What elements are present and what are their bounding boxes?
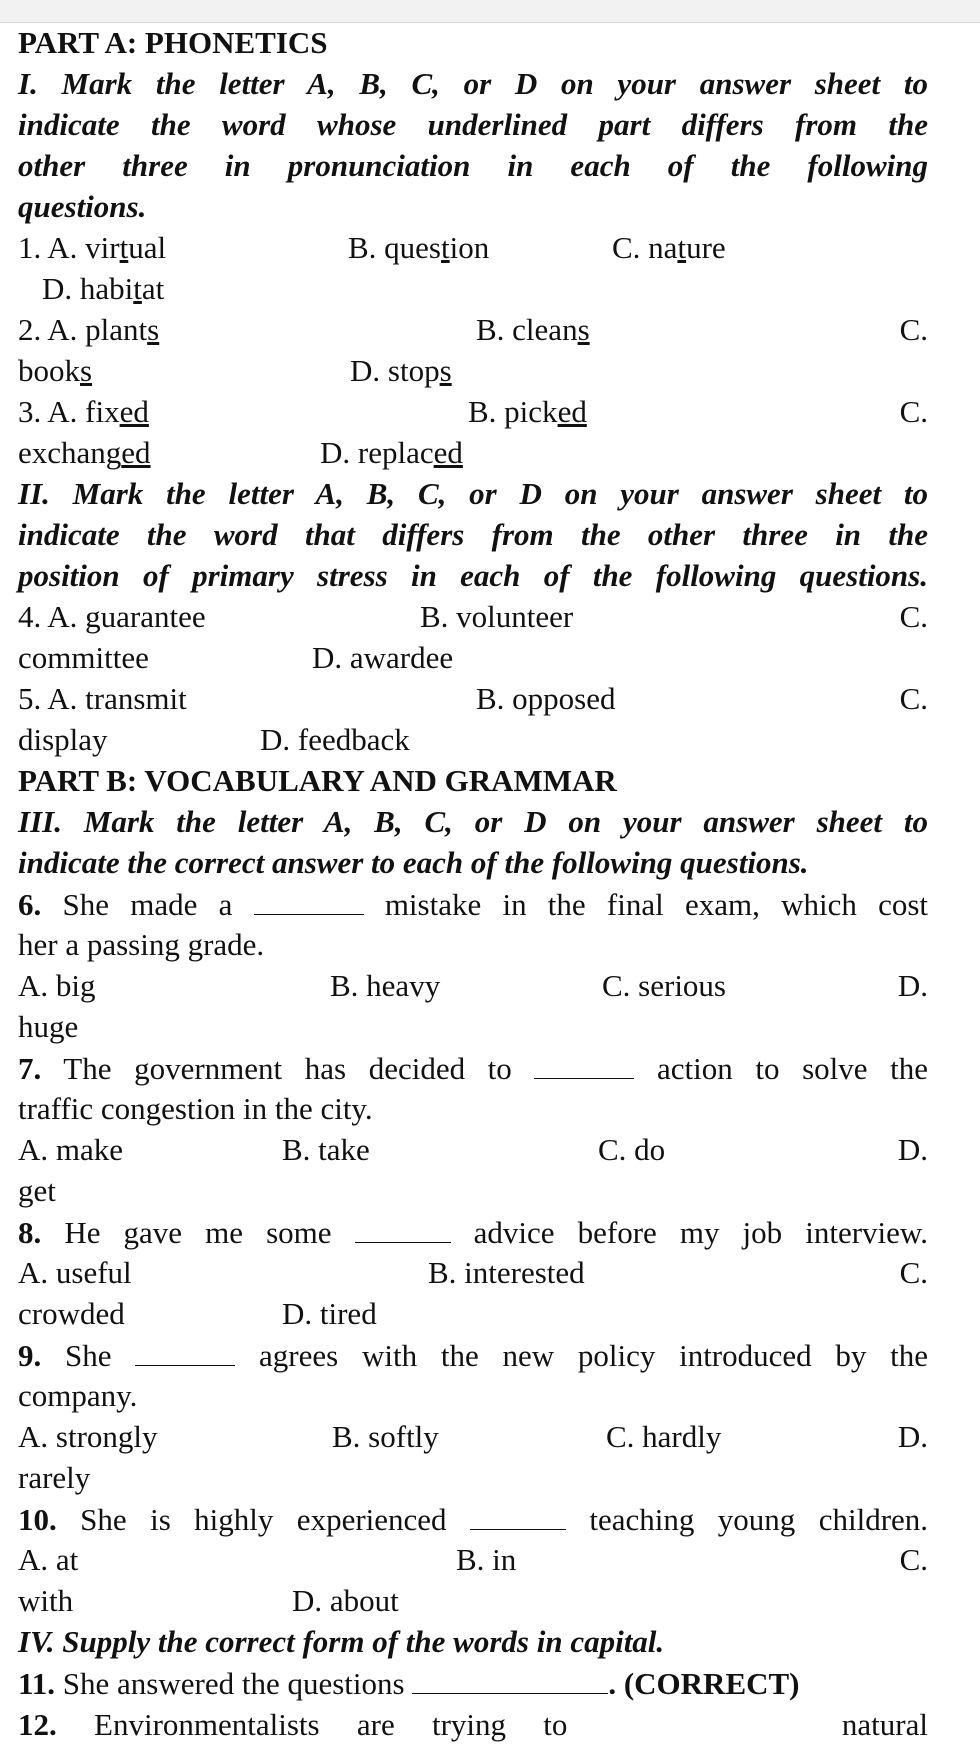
question-5-row-1 <box>18 678 928 719</box>
question-7-stem-line-2: traffic congestion in the city. <box>18 1091 373 1126</box>
q10-option-c-label: C. <box>899 1542 928 1577</box>
instruction-2-line-3: position of primary stress in each of the following questions. <box>18 558 928 593</box>
q5-option-c-label: C. <box>899 681 928 716</box>
question-3-row-2 <box>18 432 928 473</box>
q6-option-d-label: D. <box>897 968 928 1003</box>
q6-option-c: C. serious <box>602 968 726 1003</box>
q11-blank <box>412 1662 608 1694</box>
q8-blank <box>355 1211 451 1243</box>
q8-option-c-label: C. <box>899 1255 928 1290</box>
instruction-3-line-1: III. Mark the letter A, B, C, or D on your answer sheet to <box>18 804 928 839</box>
q1-option-d: D. habitat <box>42 271 165 306</box>
q6-option-b: B. heavy <box>330 968 441 1003</box>
question-6-stem-line-2: her a passing grade. <box>18 927 265 962</box>
q1-option-a: 1. A. virtual <box>18 230 167 265</box>
question-10-options <box>18 1539 928 1580</box>
question-2-row-2 <box>18 350 928 391</box>
q9-option-b: B. softly <box>332 1419 439 1454</box>
q2-option-b: B. cleans <box>476 312 590 347</box>
question-1-row-2 <box>18 268 928 309</box>
q8-option-d: D. tired <box>282 1296 377 1331</box>
part-b-title: PART B: VOCABULARY AND GRAMMAR <box>18 763 617 798</box>
q7-option-b: B. take <box>282 1132 370 1167</box>
q8-option-c: crowded <box>18 1296 125 1331</box>
q12-blank <box>605 1703 805 1735</box>
question-7-stem: 7. The government has decided to action to solve the <box>18 1047 928 1088</box>
question-4-row-1 <box>18 596 928 637</box>
q7-option-c: C. do <box>598 1132 666 1167</box>
question-9-stem: 9. She agrees with the new policy introduced by the <box>18 1334 928 1375</box>
q8-option-a: A. useful <box>18 1255 132 1290</box>
q9-option-d-label: D. <box>897 1419 928 1454</box>
q8-option-b: B. interested <box>428 1255 585 1290</box>
question-9-stem-line-2: company. <box>18 1378 138 1413</box>
q3-option-c-label: C. <box>899 394 928 429</box>
instruction-2-line-2: indicate the word that differs from the other three in the <box>18 517 928 552</box>
q4-option-a: 4. A. guarantee <box>18 599 206 634</box>
instruction-1-line-2: indicate the word whose underlined part differs from the <box>18 107 928 142</box>
question-10-options-row-2 <box>18 1580 928 1621</box>
q10-option-d: D. about <box>292 1583 399 1618</box>
q2-option-d: D. stops <box>350 353 452 388</box>
question-1-row-1 <box>18 227 928 268</box>
instruction-1-line-4: questions. <box>18 189 147 224</box>
exam-document <box>18 22 928 1744</box>
q2-option-c: books <box>18 353 93 388</box>
q10-blank <box>470 1498 566 1530</box>
question-12-stem: 12. Environmentalists are trying to natural <box>18 1703 928 1744</box>
part-a-title: PART A: PHONETICS <box>18 25 328 60</box>
q2-option-a: 2. A. plants <box>18 312 160 347</box>
q9-blank <box>135 1334 235 1366</box>
q7-option-a: A. make <box>18 1132 124 1167</box>
q10-option-c: with <box>18 1583 74 1618</box>
q3-option-a: 3. A. fixed <box>18 394 149 429</box>
q10-option-a: A. at <box>18 1542 79 1577</box>
q4-option-c: committee <box>18 640 149 675</box>
q5-option-b: B. opposed <box>476 681 616 716</box>
q4-option-c-label: C. <box>899 599 928 634</box>
question-4-row-2 <box>18 637 928 678</box>
instruction-2-line-1: II. Mark the letter A, B, C, or D on your answer sheet to <box>18 476 928 511</box>
q6-blank <box>254 883 364 915</box>
q4-option-d: D. awardee <box>312 640 454 675</box>
q9-option-d: rarely <box>18 1460 91 1495</box>
question-6-stem: 6. She made a mistake in the final exam, which cost <box>18 883 928 924</box>
q10-option-b: B. in <box>456 1542 517 1577</box>
question-11-stem: 11. She answered the questions . (CORRECT) <box>18 1662 928 1703</box>
question-2-row-1 <box>18 309 928 350</box>
instruction-1-line-1: I. Mark the letter A, B, C, or D on your answer sheet to <box>18 66 928 101</box>
instruction-4: IV. Supply the correct form of the words in capital. <box>18 1624 665 1659</box>
q7-option-d-label: D. <box>897 1132 928 1167</box>
question-5-row-2 <box>18 719 928 760</box>
q9-option-c: C. hardly <box>606 1419 722 1454</box>
instruction-3-line-2: indicate the correct answer to each of the following questions. <box>18 845 809 880</box>
question-8-stem: 8. He gave me some advice before my job interview. <box>18 1211 928 1252</box>
q6-option-a: A. big <box>18 968 96 1003</box>
q6-option-d: huge <box>18 1009 79 1044</box>
q5-option-a: 5. A. transmit <box>18 681 187 716</box>
q5-option-d: D. feedback <box>260 722 410 757</box>
question-7-options <box>18 1129 928 1170</box>
q7-blank <box>534 1047 634 1079</box>
q1-option-b: B. question <box>348 230 490 265</box>
question-9-options <box>18 1416 928 1457</box>
q7-option-d: get <box>18 1173 56 1208</box>
question-8-options-row-2 <box>18 1293 928 1334</box>
q2-option-c-label: C. <box>899 312 928 347</box>
question-10-stem: 10. She is highly experienced teaching young children. <box>18 1498 928 1539</box>
q1-option-c: C. nature <box>612 230 726 265</box>
question-8-options <box>18 1252 928 1293</box>
q3-option-c: exchanged <box>18 435 151 470</box>
q5-option-c: display <box>18 722 108 757</box>
question-3-row-1 <box>18 391 928 432</box>
q3-option-d: D. replaced <box>320 435 463 470</box>
q4-option-b: B. volunteer <box>420 599 574 634</box>
q3-option-b: B. picked <box>468 394 587 429</box>
instruction-1-line-3: other three in pronunciation in each of the following <box>18 148 928 183</box>
viewer-top-bar <box>0 0 980 23</box>
q9-option-a: A. strongly <box>18 1419 158 1454</box>
question-6-options <box>18 965 928 1006</box>
